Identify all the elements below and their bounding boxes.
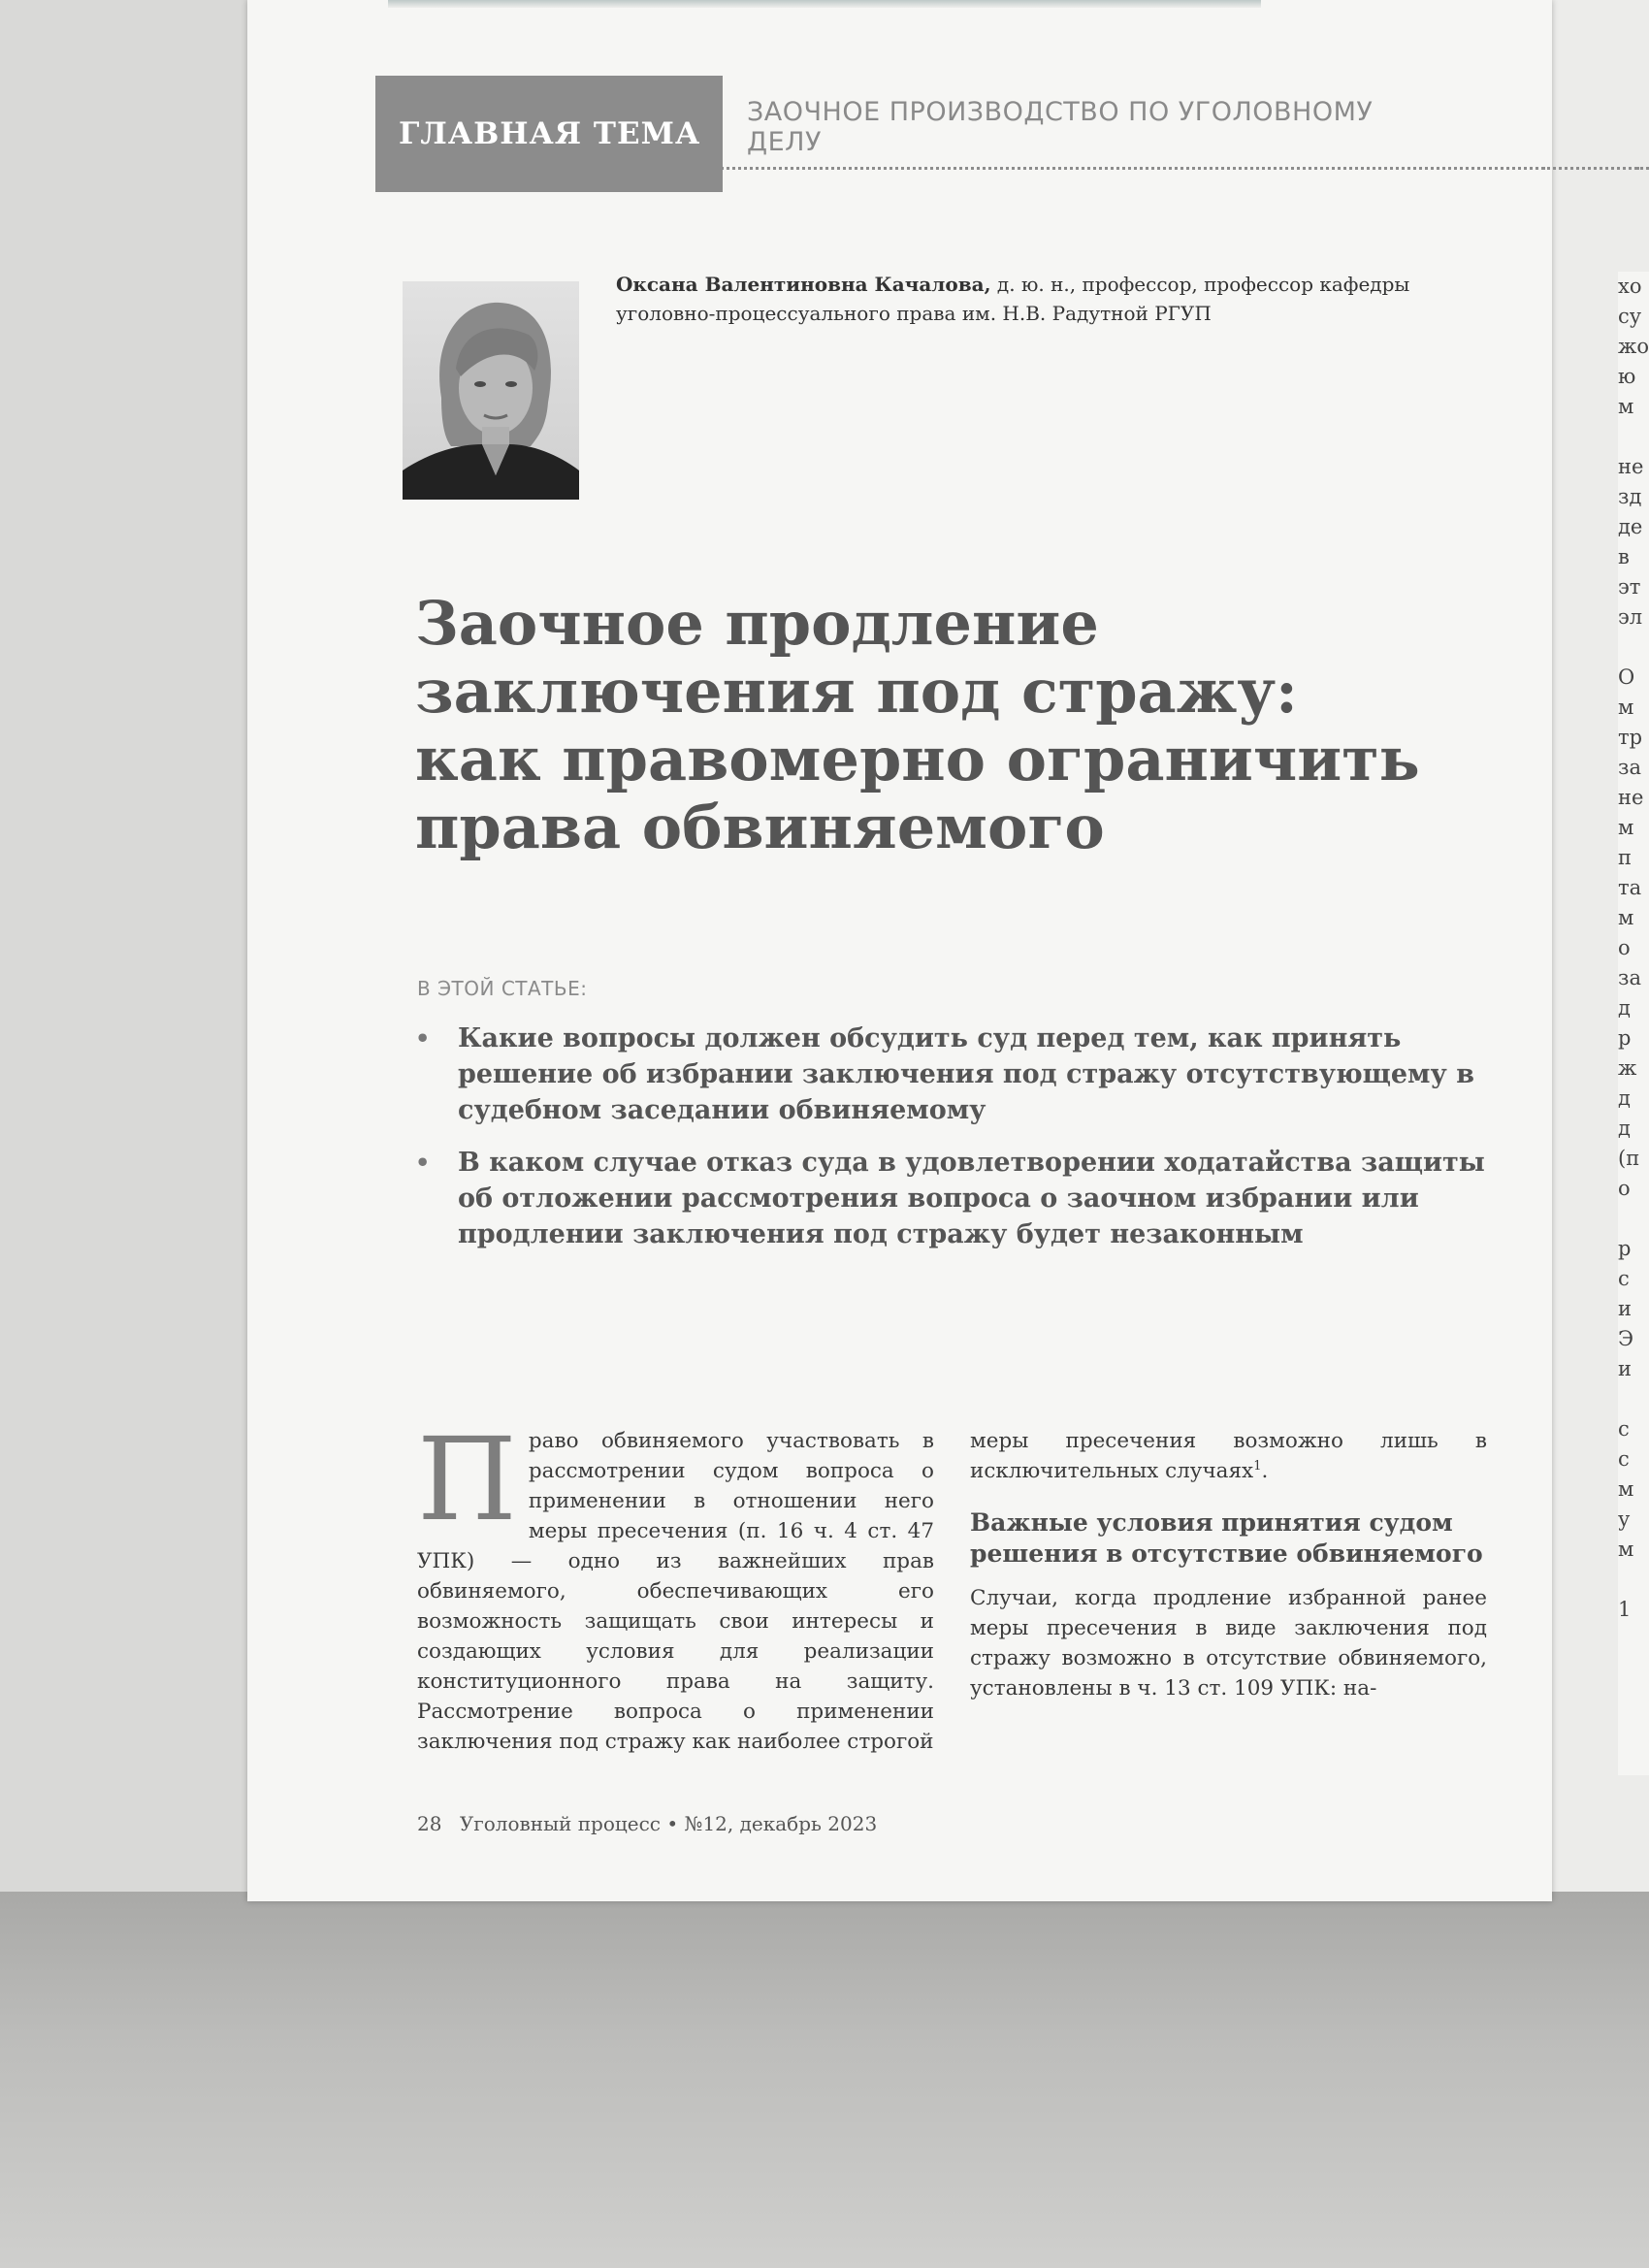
adjacent-page-fragment: ж: [1618, 1056, 1637, 1080]
adjacent-page-fragment: о: [1618, 936, 1631, 959]
adjacent-page-fragment: р: [1618, 1237, 1632, 1260]
section-tag-label: ГЛАВНАЯ ТЕМА: [399, 116, 701, 151]
adjacent-dotted-rule: [1542, 167, 1649, 170]
adjacent-page-fragment: эл: [1618, 605, 1643, 629]
adjacent-page-fragment: не: [1618, 786, 1644, 809]
adjacent-page-fragment: за: [1618, 966, 1641, 989]
header-dotted-rule: [388, 167, 1639, 170]
adjacent-page-fragment: р: [1618, 1026, 1632, 1050]
in-article-item: [415, 1145, 1502, 1252]
page-top-edge: [388, 0, 1261, 8]
title-line: заключения под стражу:: [415, 656, 1298, 727]
bullet-icon: •: [415, 1024, 431, 1053]
in-article-item-text: В каком случае отказ суда в удовлетворении ходатайства защиты об отложении рассмотрения вопроса о заочном избрании или продлении заключения под стражу будет незаконным: [458, 1148, 1485, 1249]
in-article-item-text: Какие вопросы должен обсудить суд перед тем, как принять решение об избрании заключения под стражу отсутствующему в судебном заседании обвиняемому: [458, 1023, 1474, 1125]
section-tag: [375, 76, 723, 192]
adjacent-page-fragment: Э: [1618, 1327, 1634, 1350]
adjacent-page-fragment: зд: [1618, 485, 1642, 508]
title-line: как правомерно ограничить: [415, 724, 1420, 794]
adjacent-page-fragment: за: [1618, 756, 1641, 779]
adjacent-page-fragment: в: [1618, 545, 1630, 568]
adjacent-page-fragment: м: [1618, 1538, 1634, 1561]
scanner-background-bottom: [0, 1892, 1649, 2268]
adjacent-page-fragment: м: [1618, 1477, 1634, 1501]
footer-bullet: •: [666, 1812, 679, 1835]
adjacent-page-fragment: д: [1618, 996, 1631, 1020]
adjacent-page-fragment: (п: [1618, 1147, 1640, 1170]
adjacent-page-fragment: о: [1618, 1177, 1631, 1200]
author-photo-image: [403, 281, 579, 500]
adjacent-page-fragment: тр: [1618, 726, 1643, 749]
adjacent-page-fragment: не: [1618, 455, 1644, 478]
body-text: меры пресечения возможно лишь в исключительных случаях: [970, 1429, 1487, 1483]
section-subheading: Важные условия принятия судом решения в отсутствие обвиняемого: [970, 1508, 1483, 1568]
adjacent-page-fragment: О: [1618, 665, 1635, 689]
adjacent-page-fragment: у: [1618, 1507, 1631, 1531]
adjacent-page-fragment: с: [1618, 1447, 1630, 1471]
drop-cap: П: [417, 1412, 517, 1546]
body-column-right: [970, 1426, 1487, 1703]
adjacent-page-fragment: и: [1618, 1357, 1632, 1380]
adjacent-page-fragment: и: [1618, 1297, 1632, 1320]
page-footer: [417, 1812, 877, 1835]
issue-info: №12, декабрь 2023: [684, 1812, 878, 1835]
body-text-left: раво обвиняемого участвовать в рассмотрении судом вопроса о применении в отношении него меры пресечения (п. 16 ч. 4 ст. 47 УПК) — одно из важнейших прав обвиняемого, обеспечивающих его возможность защищать свои интересы и создающих условия для реализации конституционного права на защиту. Рассмотрение вопроса о применении заключения под стражу как наиболее строгой: [417, 1429, 934, 1754]
in-article-item: [415, 1021, 1502, 1128]
adjacent-page-fragment: [1618, 1384, 1649, 1414]
bullet-icon: •: [415, 1149, 431, 1177]
adjacent-page-fragment: жо: [1618, 335, 1649, 358]
adjacent-page-fragment: м: [1618, 395, 1634, 418]
adjacent-page-fragment: д: [1618, 1117, 1631, 1140]
adjacent-page-edge: [1618, 272, 1649, 1775]
author-byline: [616, 270, 1489, 328]
adjacent-page-fragment: хо: [1618, 275, 1642, 298]
adjacent-page-fragment: м: [1618, 906, 1634, 929]
page-number: 28: [417, 1812, 442, 1835]
footnote-ref: 1: [1253, 1458, 1262, 1474]
running-head: ЗАОЧНОЕ ПРОИЗВОДСТВО ПО УГОЛОВНОМУ ДЕЛУ: [747, 97, 1374, 157]
body-column-left: [417, 1412, 934, 1757]
in-article-list: [415, 1021, 1502, 1269]
adjacent-page-fragment: с: [1618, 1417, 1630, 1441]
adjacent-page-fragment: су: [1618, 305, 1642, 328]
adjacent-page-fragment: [1618, 1565, 1649, 1595]
adjacent-page-fragment: м: [1618, 816, 1634, 839]
adjacent-page-fragment: [1618, 1204, 1649, 1234]
body-paragraph: Случаи, когда продление избранной ранее меры пресечения в виде заключения под стражу возможно в отсутствие обвиняемого, установлены в ч. 13 ст. 109 УПК: на-: [970, 1586, 1487, 1701]
adjacent-page-fragment: [1618, 632, 1649, 663]
adjacent-page-fragment: ю: [1618, 365, 1636, 388]
adjacent-page-fragment: п: [1618, 846, 1632, 869]
adjacent-page-fragment: та: [1618, 876, 1642, 899]
adjacent-page-fragment: м: [1618, 696, 1634, 719]
adjacent-page-fragment: де: [1618, 515, 1643, 538]
in-article-label: В ЭТОЙ СТАТЬЕ:: [417, 977, 588, 1000]
adjacent-page-fragment: 1: [1618, 1598, 1632, 1621]
body-paragraph: [970, 1426, 1487, 1486]
author-credentials: д. ю. н., профессор, профессор кафедры уголовно-процессуального права им. Н.В. Радутной РГУП: [616, 273, 1410, 325]
adjacent-page-fragment: эт: [1618, 575, 1641, 599]
article-title: [415, 590, 1540, 861]
title-line: права обвиняемого: [415, 792, 1105, 862]
author-portrait: [403, 281, 579, 500]
journal-name: Уголовный процесс: [459, 1812, 661, 1835]
title-line: Заочное продление: [415, 588, 1099, 659]
adjacent-page-fragment: с: [1618, 1267, 1630, 1290]
adjacent-page-fragment: [1618, 422, 1649, 452]
author-name: Оксана Валентиновна Качалова,: [616, 273, 991, 296]
body-text-end: .: [1261, 1459, 1269, 1483]
adjacent-page-fragment: д: [1618, 1086, 1631, 1110]
